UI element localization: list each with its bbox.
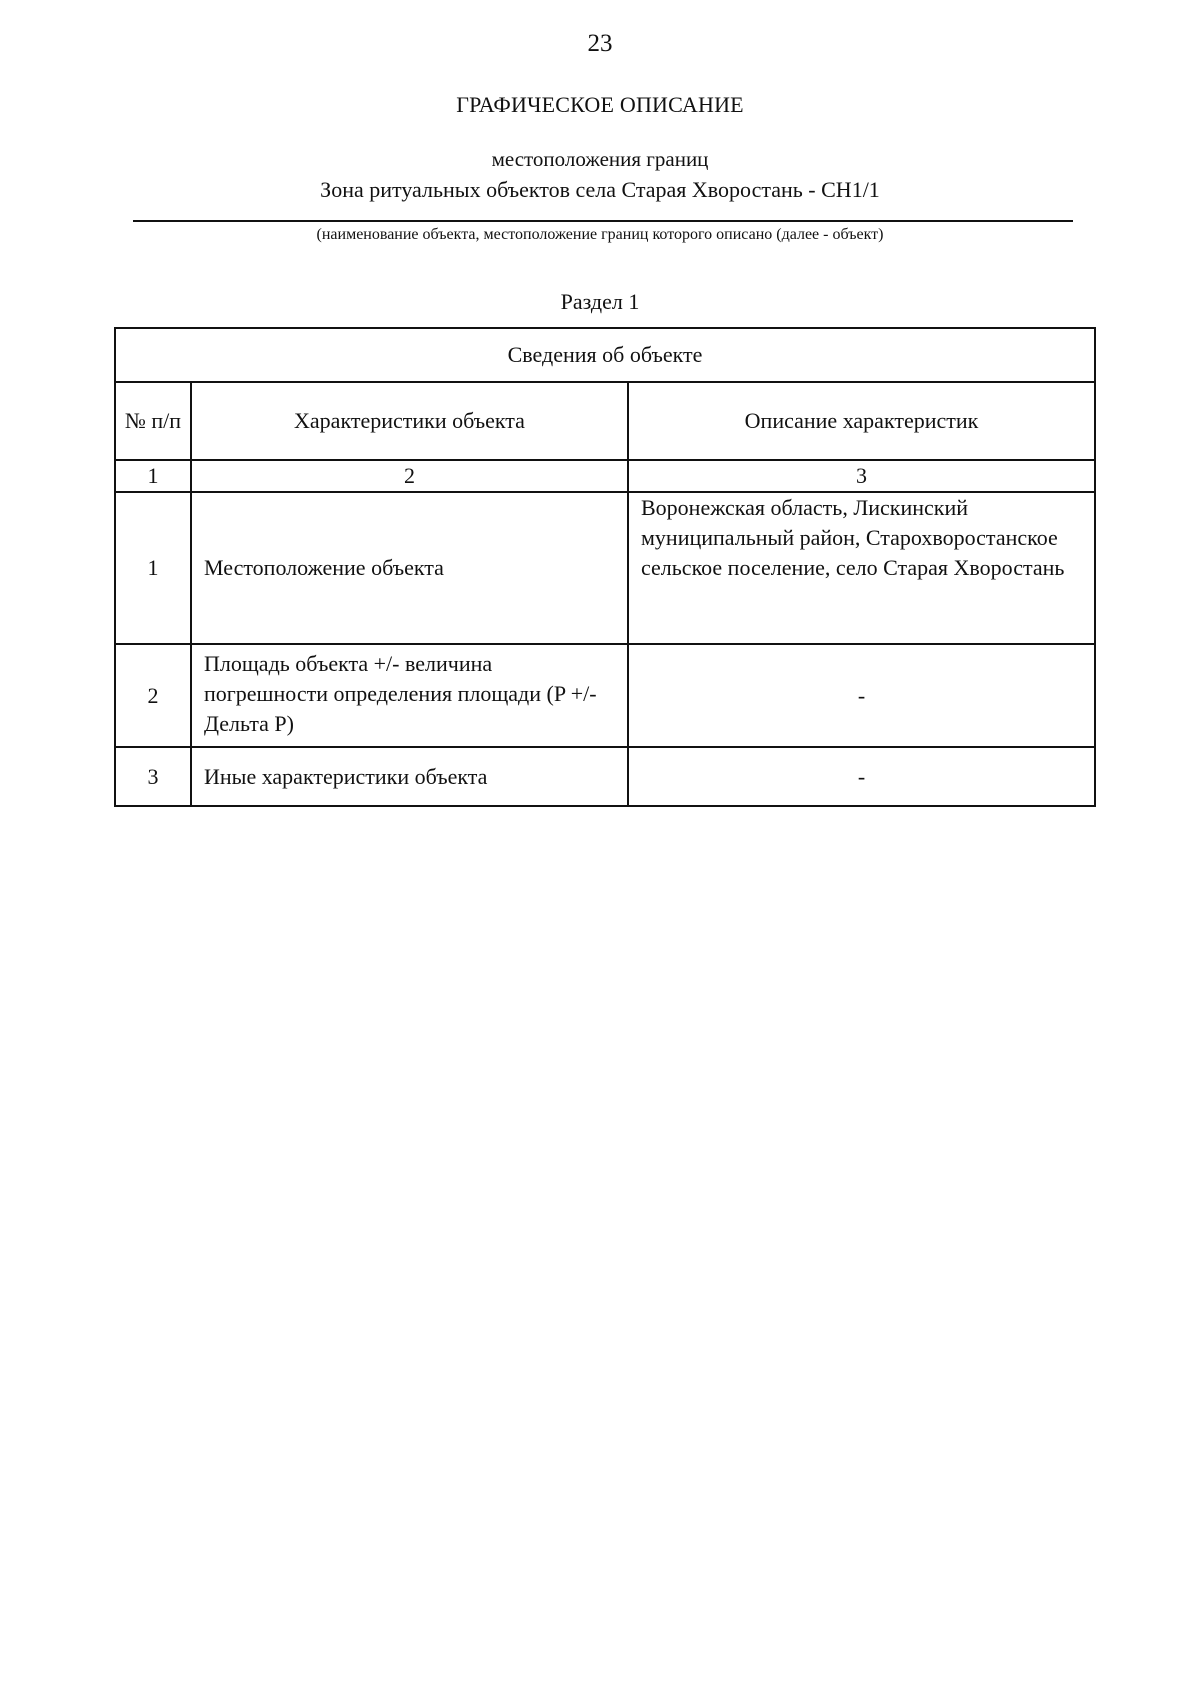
table-row [115, 747, 1095, 806]
row-description: - [628, 747, 1095, 806]
row-number: 2 [115, 644, 191, 747]
row-description: Воронежская область, Лискинский муниципальный район, Старохворостанское сельское поселение, село Старая Хворостань [628, 492, 1095, 644]
section-title: Раздел 1 [560, 289, 640, 314]
column-number: 3 [628, 460, 1095, 492]
table-caption: Сведения об объекте [115, 328, 1095, 382]
row-number: 3 [115, 747, 191, 806]
row-number: 1 [115, 492, 191, 644]
document-title: ГРАФИЧЕСКОЕ ОПИСАНИЕ [456, 92, 744, 117]
table-row [115, 492, 1095, 644]
page-number: 23 [587, 30, 613, 57]
row-description: - [628, 644, 1095, 747]
row-characteristic: Местоположение объекта [191, 492, 628, 644]
object-name: Зона ритуальных объектов села Старая Хворостань - СН1/1 [320, 177, 880, 202]
table-caption-row [115, 328, 1095, 382]
column-number: 2 [191, 460, 628, 492]
header-num: № п/п [115, 382, 191, 460]
column-number: 1 [115, 460, 191, 492]
header-description: Описание характеристик [628, 382, 1095, 460]
column-numbers-row [115, 460, 1095, 492]
table-row [115, 644, 1095, 747]
row-characteristic: Иные характеристики объекта [191, 747, 628, 806]
header-characteristic: Характеристики объекта [191, 382, 628, 460]
table-header-row [115, 382, 1095, 460]
object-name-underline [133, 220, 1073, 222]
object-info-table [114, 327, 1096, 807]
document-subtitle: местоположения границ [491, 147, 709, 171]
object-name-caption: (наименование объекта, местоположение границ которого описано (далее - объект) [316, 226, 884, 243]
row-characteristic: Площадь объекта +/- величина погрешности определения площади (P +/- Дельта P) [191, 644, 628, 747]
